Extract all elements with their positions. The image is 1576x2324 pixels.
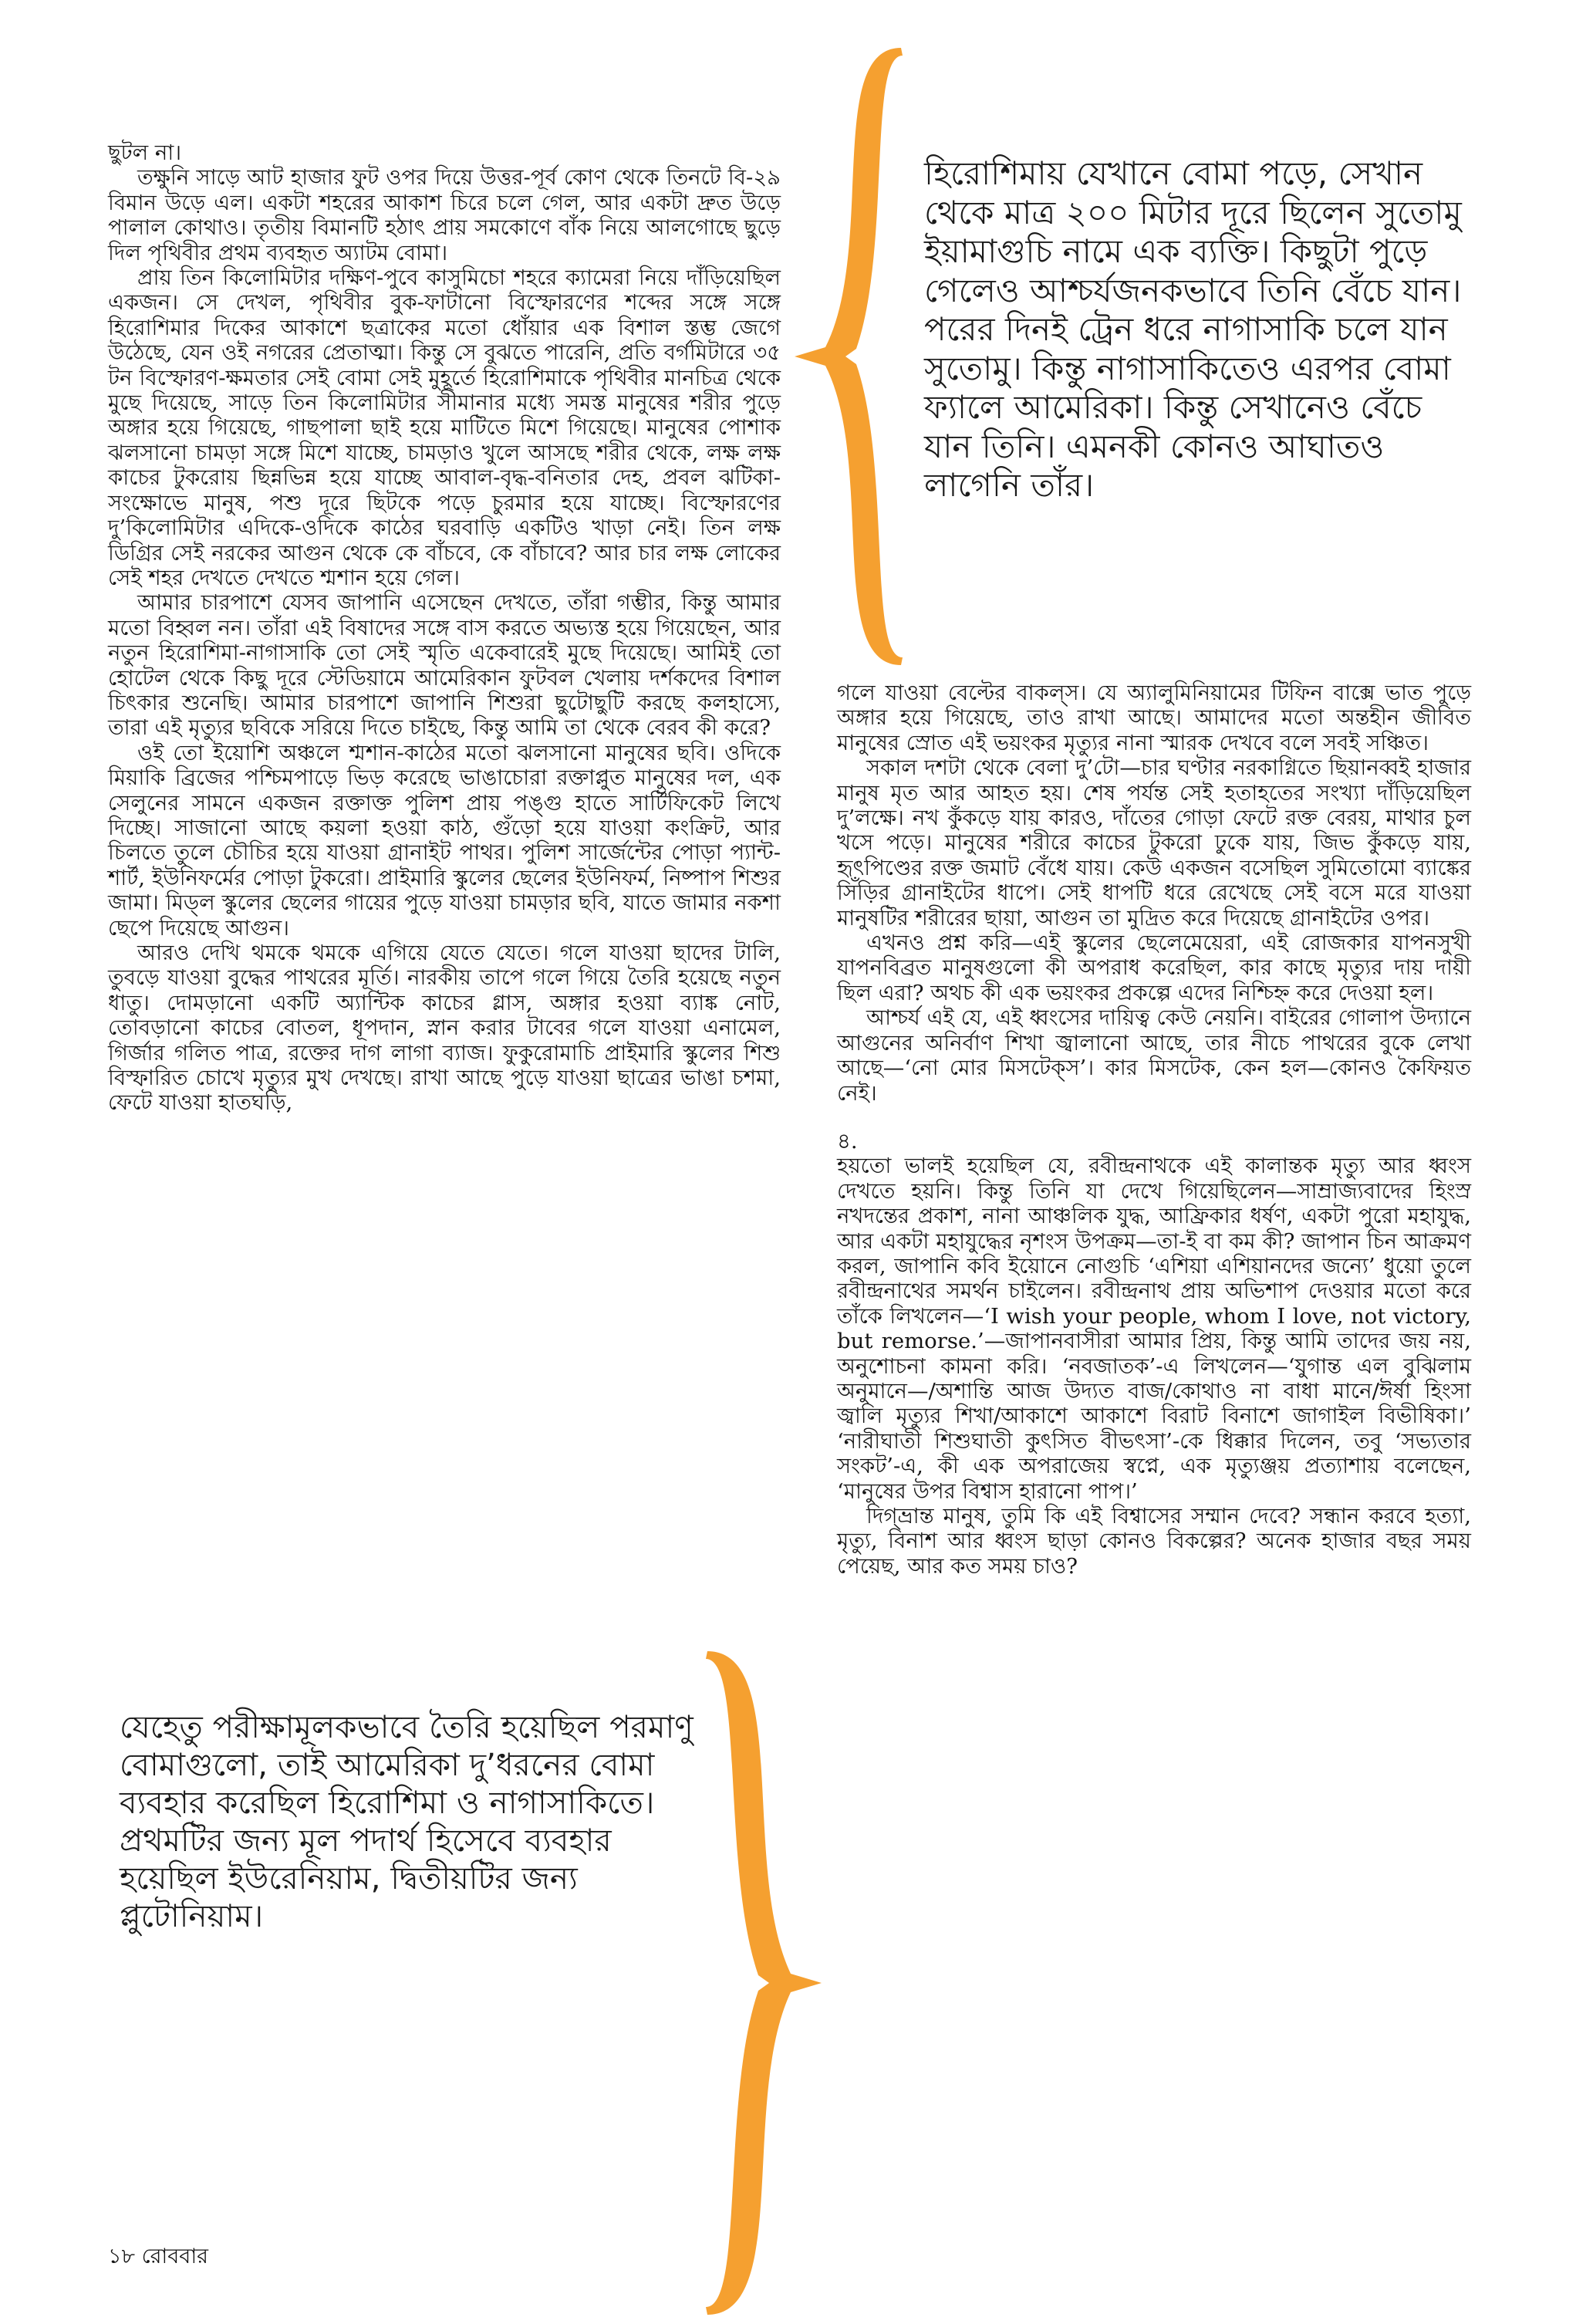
paragraph: সকাল দশটা থেকে বেলা দু’টো—চার ঘণ্টার নরকাগ্নিতে ছিয়ানব্বই হাজার মানুষ মৃত আর আহত হয়। শেষ পর্যন্ত সেই হতাহতের সংখ্যা দাঁড়িয়েছিল দু’লক্ষে। নখ কুঁকড়ে যায় কারও, দাঁতের গোড়া ফেটে রক্ত বেরয়, মাথার চুল খসে পড়ে। মানুষের শরীরে কাচের টুকরো ঢুকে যায়, জিভ কুঁকড়ে যায়, হৃৎপিণ্ডের রক্ত জমাট বেঁধে যায়। কেউ একজন বসেছিল সুমিতোমো ব্যাঙ্কের সিঁড়ির গ্রানাইটের ধাপে। সেই ধাপটি ধরে রেখেছে সেই বসে মরে যাওয়া মানুষটির শরীরের ছায়া, আগুন তা মুদ্রিত করে দিয়েছে গ্রানাইটের ওপর। xyxy=(837,755,1471,931)
paragraph: আশ্চর্য এই যে, এই ধ্বংসের দায়িত্ব কেউ নেয়নি। বাইরের গোলাপ উদ্যানে আগুনের অনির্বাণ শিখা জ্বালানো আছে, তার নীচে পাথরের বুকে লেখা আছে—‘নো মোর মিসটেক্‌স’। কার মিসটেক, কেন হল—কোনও কৈফিয়ত নেই। xyxy=(837,1005,1471,1106)
paragraph: আরও দেখি থমকে থমকে এগিয়ে যেতে যেতে। গলে যাওয়া ছাদের টালি, তুবড়ে যাওয়া বুদ্ধের পাথরের মূর্তি। নারকীয় তাপে গলে গিয়ে তৈরি হয়েছে নতুন ধাতু। দোমড়ানো একটি অ্যান্টিক কাচের গ্লাস, অঙ্গার হওয়া ব্যাঙ্ক নোট, তোবড়ানো কাচের বোতল, ধূপদান, স্নান করার টাবের গলে যাওয়া এনামেল, গির্জার গলিত পাত্র, রক্তের দাগ লাগা ব্যাজ। ফুকুরোমাচি প্রাইমারি স্কুলের শিশু বিস্ফারিত চোখে মৃত্যুর মুখ দেখছে। রাখা আছে পুড়ে যাওয়া ছাত্রের ভাঙা চশমা, ফেটে যাওয়া হাতঘড়ি, xyxy=(108,941,781,1116)
paragraph: ওই তো ইয়োশি অঞ্চলে শ্মশান-কাঠের মতো ঝলসানো মানুষের ছবি। ওদিকে মিয়াকি ব্রিজের পশ্চিমপাড়ে ভিড় করেছে ভাঙাচোরা রক্তাপ্লুত মানুষের দল, এক সেলুনের সামনে একজন রক্তাক্ত পুলিশ প্রায় পঙ্গু হাতে সার্টিফিকেট লিখে দিচ্ছে। সাজানো আছে কয়লা হওয়া কাঠ, গুঁড়ো হয়ে যাওয়া কংক্রিট, আর চিলতে তুলে চৌচির হয়ে যাওয়া গ্রানাইট পাথর। পুলিশ সার্জেন্টের পোড়া প্যান্ট-শার্ট, ইউনিফর্মের পোড়া টুকরো। প্রাইমারি স্কুলের ছেলের ইউনিফর্ম, নিষ্পাপ শিশুর জামা। মিড্‌ল স্কুলের ছেলের গায়ের পুড়ে যাওয়া চামড়ার ছবি, যাতে জামার নকশা ছেপে দিয়েছে আগুন। xyxy=(108,740,781,941)
orange-brace-bottom xyxy=(706,1651,822,2315)
orange-brace-top xyxy=(795,48,906,665)
paragraph: আমার চারপাশে যেসব জাপানি এসেছেন দেখতে, তাঁরা গম্ভীর, কিন্তু আমার মতো বিহ্বল নন। তাঁরা এই বিষাদের সঙ্গে বাস করতে অভ্যস্ত হয়ে গিয়েছেন, আর নতুন হিরোশিমা-নাগাসাকি তো সেই স্মৃতি একেবারেই মুছে দিয়েছে। আমিই তো হোটেল থেকে কিছু দূরে স্টেডিয়ামে আমেরিকান ফুটবল খেলায় দর্শকদের বিশাল চিৎকার শুনেছি। আমার চারপাশে জাপানি শিশুরা ছুটোছুটি করছে কলহাস্যে, তারা এই মৃত্যুর ছবিকে সরিয়ে দিতে চাইছে, কিন্তু আমি তা থেকে বেরব কী করে? xyxy=(108,590,781,741)
page-footer: ১৮ রোববার xyxy=(108,2245,208,2268)
section-number: ৪. xyxy=(837,1128,858,1154)
paragraph: প্রায় তিন কিলোমিটার দক্ষিণ-পুবে কাসুমিচো শহরে ক্যামেরা নিয়ে দাঁড়িয়েছিল একজন। সে দেখল, পৃথিবীর বুক-ফাটানো বিস্ফোরণের শব্দের সঙ্গে সঙ্গে হিরোশিমার দিকের আকাশে ছত্রাকের মতো ধোঁয়ার এক বিশাল স্তম্ভ জেগে উঠেছে, যেন ওই নগরের প্রেতাত্মা। কিন্তু সে বুঝতে পারেনি, প্রতি বর্গমিটারে ৩৫ টন বিস্ফোরণ-ক্ষমতার সেই বোমা সেই মুহূর্তে হিরোশিমাকে পৃথিবীর মানচিত্র থেকে মুছে দিয়েছে, সাড়ে তিন কিলোমিটার সীমানার মধ্যে সমস্ত মানুষের শরীর পুড়ে অঙ্গার হয়ে গিয়েছে, গাছপালা ছাই হয়ে মাটিতে মিশে গিয়েছে। মানুষের পোশাক ঝলসানো চামড়া সঙ্গে মিশে যাচ্ছে, চামড়াও খুলে আসছে শরীর থেকে, লক্ষ লক্ষ কাচের টুকরোয় ছিন্নভিন্ন হয়ে যাচ্ছে আবাল-বৃদ্ধ-বনিতার দেহ, প্রবল ঝটিকা-সংক্ষোভে মানুষ, পশু দূরে ছিটকে পড়ে চুরমার হয়ে যাচ্ছে। বিস্ফোরণের দু’কিলোমিটার এদিকে-ওদিকে কাঠের ঘরবাড়ি একটিও খাড়া নেই। তিন লক্ষ ডিগ্রির সেই নরকের আগুন থেকে কে বাঁচবে, কে বাঁচাবে? আর চার লক্ষ লোকের সেই শহর দেখতে দেখতে শ্মশান হয়ে গেল। xyxy=(108,265,781,590)
paragraph: ছুটল না। xyxy=(108,140,182,165)
pull-quote-bottom: যেহেতু পরীক্ষামূলকভাবে তৈরি হয়েছিল পরমাণু বোমাগুলো, তাই আমেরিকা দু’ধরনের বোমা ব্যবহার করেছিল হিরোশিমা ও নাগাসাকিতে। প্রথমটির জন্য মূল পদার্থ হিসেবে ব্যবহার হয়েছিল ইউরেনিয়াম, দ্বিতীয়টির জন্য প্লুটোনিয়াম। xyxy=(120,1708,694,1934)
paragraph: তক্ষুনি সাড়ে আট হাজার ফুট ওপর দিয়ে উত্তর-পূর্ব কোণ থেকে তিনটে বি-২৯ বিমান উড়ে এল। একটা শহরের আকাশ চিরে চলে গেল, আর একটা দ্রুত উড়ে পালাল কোথাও। তৃতীয় বিমানটি হঠাৎ প্রায় সমকোণে বাঁক নিয়ে আলগোছে ছুড়ে দিল পৃথিবীর প্রথম ব্যবহৃত অ্যাটম বোমা। xyxy=(108,165,781,265)
paragraph: গলে যাওয়া বেল্টের বাকল্‌স। যে অ্যালুমিনিয়ামের টিফিন বাক্সে ভাত পুড়ে অঙ্গার হয়ে গিয়েছে, তাও রাখা আছে। আমাদের মতো অন্তহীন জীবিত মানুষের স্রোত এই ভয়ংকর মৃত্যুর নানা স্মারক দেখবে বলে সবই সঞ্চিত। xyxy=(837,681,1471,755)
paragraph: দিগ্‌ভ্রান্ত মানুষ, তুমি কি এই বিশ্বাসের সম্মান দেবে? সন্ধান করবে হত্যা, মৃত্যু, বিনাশ আর ধ্বংস ছাড়া কোনও বিকল্পের? অনেক হাজার বছর সময় পেয়েছ, আর কত সময় চাও? xyxy=(837,1504,1471,1579)
left-column-text xyxy=(108,140,781,1116)
paragraph: হয়তো ভালই হয়েছিল যে, রবীন্দ্রনাথকে এই কালান্তক মৃত্যু আর ধ্বংস দেখতে হয়নি। কিন্তু তিনি যা দেখে গিয়েছিলেন—সাম্রাজ্যবাদের হিংস্র নখদন্তের প্রকাশ, নানা আঞ্চলিক যুদ্ধ, আফ্রিকার ধর্ষণ, একটা পুরো মহাযুদ্ধ, আর একটা মহাযুদ্ধের নৃশংস উপক্রম—তা-ই বা কম কী? জাপান চিন আক্রমণ করল, জাপানি কবি ইয়োনে নোগুচি ‘এশিয়া এশিয়ানদের জন্যে’ ধুয়ো তুলে রবীন্দ্রনাথের সমর্থন চাইলেন। রবীন্দ্রনাথ প্রায় অভিশাপ দেওয়ার মতো করে তাঁকে লিখলেন—‘I wish your people, whom I love, not victory, but remorse.’—জাপানবাসীরা আমার প্রিয়, কিন্তু আমি তাদের জয় নয়, অনুশোচনা কামনা করি। ‘নবজাতক’-এ লিখলেন—‘যুগান্ত এল বুঝিলাম অনুমানে—/অশান্তি আজ উদ্যত বাজ/কোথাও না বাধা মানে/ঈর্ষা হিংসা জ্বালি মৃত্যুর শিখা/আকাশে আকাশে বিরাট বিনাশে জাগাইল বিভীষিকা।’ ‘নারীঘাতী শিশুঘাতী কুৎসিত বীভৎসা’-কে ধিক্কার দিলেন, তবু ‘সভ্যতার সংকট’-এ, কী এক অপরাজেয় স্বপ্নে, এক মৃত্যুঞ্জয় প্রত্যাশায় বলেছেন, ‘মানুষের উপর বিশ্বাস হারানো পাপ।’ xyxy=(837,1154,1471,1504)
paragraph: এখনও প্রশ্ন করি—এই স্কুলের ছেলেমেয়েরা, এই রোজকার যাপনসুখী যাপনবিব্রত মানুষগুলো কী অপরাধ করেছিল, কার কাছে মৃত্যুর দায় দায়ী ছিল এরা? অথচ কী এক ভয়ংকর প্রকল্পে এদের নিশ্চিহ্ন করে দেওয়া হল। xyxy=(837,931,1471,1005)
pull-quote-top: হিরোশিমায় যেখানে বোমা পড়ে, সেখান থেকে মাত্র ২০০ মিটার দূরে ছিলেন সুতোমু ইয়ামাগুচি নামে এক ব্যক্তি। কিছুটা পুড়ে গেলেও আশ্চর্যজনকভাবে তিনি বেঁচে যান। পরের দিনই ট্রেন ধরে নাগাসাকি চলে যান সুতোমু। কিন্তু নাগাসাকিতেও এরপর বোমা ফ্যালে আমেরিকা। কিন্তু সেখানেও বেঁচে যান তিনি। এমনকী কোনও আঘাতও লাগেনি তাঁর। xyxy=(924,154,1462,504)
right-column-text xyxy=(837,681,1471,1579)
